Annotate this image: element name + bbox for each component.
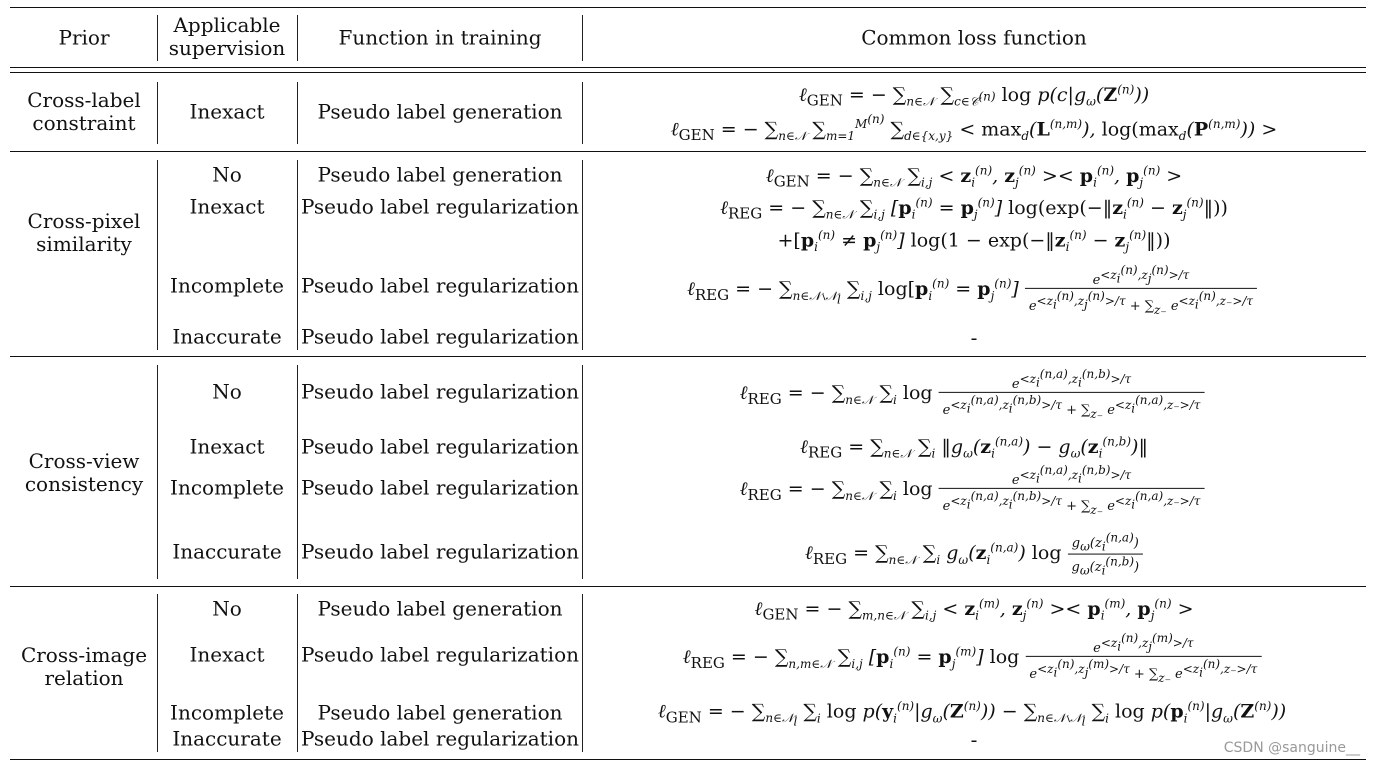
supervision-cell: Inexact [189,194,265,219]
function-cell: Pseudo label generation [317,700,563,725]
col-divider [157,365,158,579]
loss-formula: $+[p_i^{(n)} \ne p_j^{(n)}] \log(1$ − $\exp(-‖z_i^{(n)}$ − $z_j^{(n)}‖$)) [777,227,1171,255]
col-divider [582,160,583,350]
function-cell: Pseudo label regularization [301,539,579,564]
loss-formula: ℓ$_{GEN}$ = − $\sum_{m,n\in 𝒩}$ $\sum_{i,j} < z_i^{(m)}$, $z_j^{(n)} >< p_i^{(m)}$, $p_j^{(n)}$ > [754,596,1194,624]
watermark: CSDN @sanguine__ [1223,740,1360,756]
function-cell: Pseudo label generation [317,162,563,187]
prior-cell: Cross-image relation [20,643,148,690]
col-divider [582,365,583,579]
supervision-cell: Inexact [189,642,265,667]
function-cell: Pseudo label regularization [301,434,579,459]
header-loss: Common loss function [861,25,1087,50]
prior-cell: Cross-view consistency [24,449,144,496]
loss-formula: ℓ$_{GEN}$ = − $\sum_{n\in 𝒩}$ $\sum_{m=1}^{M^{(n)}}$ $\sum_{d\in\{x,y\}} < \max_d(L^{(n,m)})$, $\log(\max_d(P^{(n,m)}))$ > [670,111,1278,145]
header-function: Function in training [338,25,542,50]
prior-cell: Cross-pixel similarity [27,209,141,256]
loss-formula: ℓ$_{REG}$ = − $\sum_{n\in 𝒩}$ $\sum_i$ log $\frac{e^{<z_i^{(n,a)},z_i^{(n,b)}>/\tau}}{e^{<z_i^{(n,a)},z_i^{(n,b)}>/\tau} + \sum_{z_-} e^{<z_i^{(n,a)},z_->/\tau}}$ [740,463,1205,517]
function-cell: Pseudo label regularization [301,726,579,751]
supervision-cell: Incomplete [170,700,284,725]
header-prior: Prior [58,25,110,50]
empty-loss-dash: - [970,727,978,752]
group-rule-2 [10,356,1366,357]
function-cell: Pseudo label generation [317,99,563,124]
header-double-rule-bottom [10,72,1366,73]
supervision-cell: Inexact [189,434,265,459]
col-divider [157,594,158,752]
col-divider [297,365,298,579]
loss-formula: ℓ$_{GEN}$ = − $\sum_{n\in 𝒩}$ $\sum_{c\in 𝒞^{(n)}}$ $\log p(c|g_\omega(Z^{(n)}))$ [798,82,1150,110]
loss-formula: ℓ$_{GEN}$ = − $\sum_{n\in 𝒩}$ $\sum_{i,j} < z_i^{(n)}$, $z_j^{(n)} >< p_i^{(n)}$, $p_j^{(n)}$ > [765,163,1183,191]
col-divider [582,82,583,144]
function-cell: Pseudo label regularization [301,475,579,500]
col-divider [157,82,158,144]
col-divider [297,82,298,144]
group-rule-1 [10,151,1366,152]
supervision-cell: No [212,596,242,621]
supervision-cell: Inaccurate [172,539,282,564]
header-supervision: Applicable supervision [168,13,286,60]
supervision-cell: No [212,162,242,187]
loss-formula: ℓ$_{REG}$ = $\sum_{n\in 𝒩}$ $\sum_i$ $‖g_\omega(z_i^{(n,a)})$ − $g_\omega(z_i^{(n,b)})‖$ [800,434,1148,462]
prior-cell: Cross-label constraint [27,88,141,135]
function-cell: Pseudo label regularization [301,194,579,219]
loss-formula: ℓ$_{GEN}$ = − $\sum_{n\in 𝒩_l}$ $\sum_i$ $\log p(y_i^{(n)}|g_\omega(Z^{(n)})) - \sum_{n\in 𝒩∖𝒩_l}$ $\sum_i$ $\log p(p_i^{(n)}|g_\omega(Z^{(n)}))$ [657,699,1287,729]
supervision-cell: Inaccurate [172,726,282,751]
loss-formula: ℓ$_{REG}$ = − $\sum_{n,m\in 𝒩}$ $\sum_{i,j}$ $[p_i^{(n)} = p_j^{(m)}]$ log $\frac{e^{<z_i^{(n)},z_j^{(m)}>/\tau}}{e^{<z_i^{(n)},z_j^{(m)}>/\tau} + \sum_{z_-} e^{<z_i^{(n)},z_->/\tau}}$ [683,631,1262,685]
function-cell: Pseudo label regularization [301,273,579,298]
loss-formula: ℓ$_{REG}$ = − $\sum_{n\in 𝒩}$ $\sum_{i,j}$ $[p_i^{(n)} = p_j^{(n)}]$ $\log(\exp(-‖z_i^{(n)}$ − $z_j^{(n)}‖$)) [720,195,1228,223]
col-divider [582,594,583,752]
col-divider [157,15,158,61]
function-cell: Pseudo label regularization [301,324,579,349]
supervision-cell: Inaccurate [172,324,282,349]
function-cell: Pseudo label regularization [301,642,579,667]
bottom-rule [10,759,1366,760]
empty-loss-dash: - [970,325,978,350]
loss-formula: ℓ$_{REG}$ = − $\sum_{n\in 𝒩∖𝒩_l}$ $\sum_{i,j}$ $\log[p_i^{(n)} = p_j^{(n)}]$ $\frac{e^{<z_i^{(n)},z_j^{(n)}>/\tau}}{e^{<z_i^{(n)},z_j^{(n)}>/\tau} + \sum_{z_-} e^{<z_i^{(n)},z_->/\tau}}$ [687,263,1257,317]
function-cell: Pseudo label generation [317,596,563,621]
function-cell: Pseudo label regularization [301,379,579,404]
col-divider [157,160,158,350]
col-divider [582,15,583,61]
col-divider [297,15,298,61]
group-rule-3 [10,586,1366,587]
col-divider [297,160,298,350]
col-divider [297,594,298,752]
supervision-cell: Inexact [189,99,265,124]
header-double-rule-top [10,67,1366,68]
loss-formula: ℓ$_{REG}$ = $\sum_{n\in 𝒩}$ $\sum_i$ $g_\omega(z_i^{(n,a)})$ log $\frac{g_\omega(z_i^{(n,a)})}{g_\omega(z_i^{(n,b)})}$ [805,531,1143,578]
top-rule [10,7,1366,8]
loss-formula: ℓ$_{REG}$ = − $\sum_{n\in 𝒩}$ $\sum_i$ log $\frac{e^{<z_i^{(n,a)},z_i^{(n,b)}>/\tau}}{e^{<z_i^{(n,a)},z_i^{(n,b)}>/\tau} + \sum_{z_-} e^{<z_i^{(n,a)},z_->/\tau}}$ [740,367,1205,421]
supervision-cell: No [212,379,242,404]
supervision-cell: Incomplete [170,475,284,500]
supervision-cell: Incomplete [170,273,284,298]
